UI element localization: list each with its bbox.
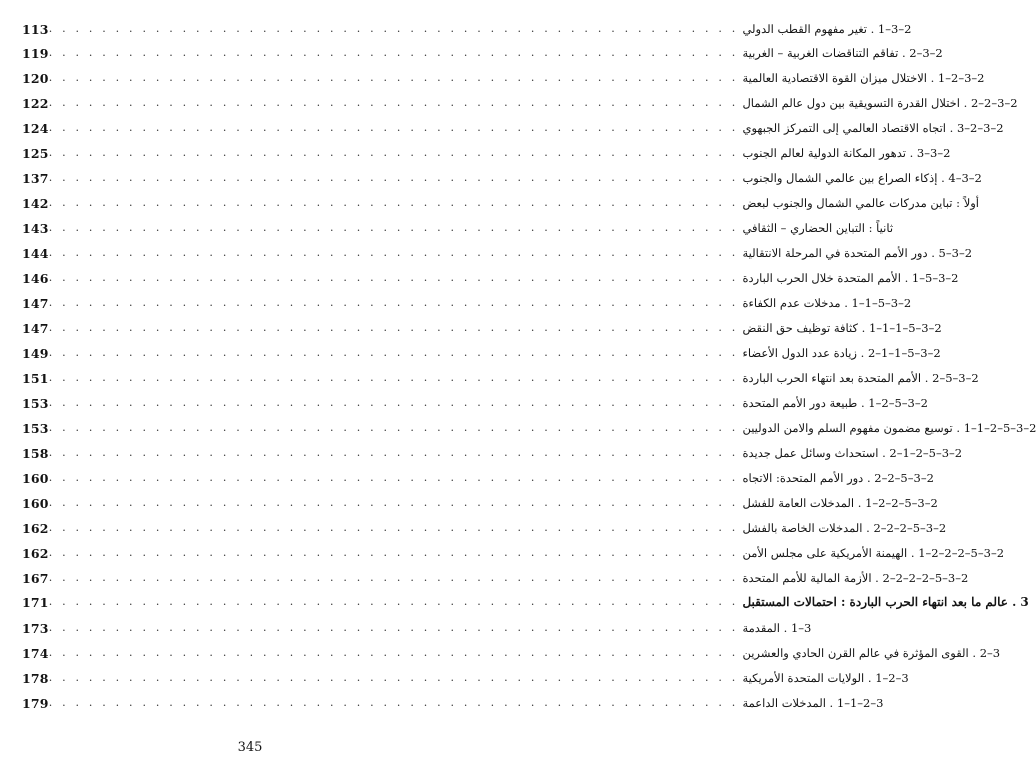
toc-entry[interactable] — [22, 593, 1029, 611]
toc-entry-title: 2–3–1 . تغير مفهوم القطب الدولي — [742, 22, 912, 36]
toc-entry[interactable] — [22, 394, 928, 412]
toc-entry-title: 2–3–5–1–1 . مدخلات عدم الكفاءة — [742, 296, 912, 310]
toc-leader-dots: . . . . . . . . . . . . . . . . . . . . . . . . . . . . . . . . . . . . . . . . . . . . . . . . . . . . — [48, 196, 739, 209]
toc-leader-dots: . . . . . . . . . . . . . . . . . . . . . . . . . . . . . . . . . . . . . . . . . . . . . . . . . . . . — [48, 271, 739, 284]
toc-page-number: 125 — [22, 145, 49, 161]
toc-page-number: 137 — [22, 170, 49, 186]
toc-entry-title: 2–3–4 . إذكاء الصراع بين عالمي الشمال والجنوب — [742, 171, 982, 185]
toc-page-number: 120 — [22, 70, 49, 86]
toc-entry-title: 2–3–5 . دور الأمم المتحدة في المرحلة الانتقالية — [742, 246, 973, 260]
toc-entry[interactable] — [22, 119, 1004, 137]
toc-entry[interactable] — [22, 244, 973, 262]
toc-page-number: 174 — [22, 645, 49, 661]
toc-entry[interactable] — [22, 94, 1018, 112]
toc-entry[interactable] — [22, 169, 982, 187]
toc-leader-dots: . . . . . . . . . . . . . . . . . . . . . . . . . . . . . . . . . . . . . . . . . . . . . . . . . . . . — [48, 346, 739, 359]
toc-page-number: 153 — [22, 420, 49, 436]
toc-entry[interactable] — [22, 44, 943, 62]
toc-leader-dots: . . . . . . . . . . . . . . . . . . . . . . . . . . . . . . . . . . . . . . . . . . . . . . . . . . . . — [48, 321, 739, 334]
toc-entry-title: 2–3–5–1–1–1 . كثافة توظيف حق النقض — [742, 321, 942, 335]
toc-entry-title: 2–3–5–2 . الأمم المتحدة بعد انتهاء الحرب الباردة — [742, 371, 979, 385]
toc-leader-dots: . . . . . . . . . . . . . . . . . . . . . . . . . . . . . . . . . . . . . . . . . . . . . . . . . . . . — [48, 595, 739, 608]
toc-leader-dots: . . . . . . . . . . . . . . . . . . . . . . . . . . . . . . . . . . . . . . . . . . . . . . . . . . . . — [48, 471, 739, 484]
toc-entry-title: 2–3–5–2–1–1 . توسيع مضمون مفهوم السلم والامن الدوليين — [742, 421, 1036, 435]
toc-entry-title: 2–3–2 . تفاقم التناقضات الغربية – الغربية — [742, 46, 943, 60]
toc-entry[interactable] — [22, 344, 941, 362]
toc-page-number: 146 — [22, 270, 49, 286]
toc-entry[interactable] — [22, 494, 938, 512]
toc-entry[interactable] — [22, 669, 909, 687]
toc-entry-title: 3–2 . القوى المؤثرة في عالم القرن الحادي والعشرين — [742, 646, 1001, 660]
toc-leader-dots: . . . . . . . . . . . . . . . . . . . . . . . . . . . . . . . . . . . . . . . . . . . . . . . . . . . . — [48, 396, 739, 409]
toc-page-number: 153 — [22, 395, 49, 411]
toc-entry-title: 3–2–1–1 . المدخلات الداعمة — [742, 696, 884, 710]
toc-leader-dots: . . . . . . . . . . . . . . . . . . . . . . . . . . . . . . . . . . . . . . . . . . . . . . . . . . . . — [48, 121, 739, 134]
toc-leader-dots: . . . . . . . . . . . . . . . . . . . . . . . . . . . . . . . . . . . . . . . . . . . . . . . . . . . . — [48, 621, 739, 634]
toc-entry-title: 2–3–5–2–2 . دور الأمم المتحدة: الاتجاه — [742, 471, 934, 485]
toc-page-number: 160 — [22, 470, 49, 486]
toc-entry[interactable] — [22, 294, 912, 312]
toc-leader-dots: . . . . . . . . . . . . . . . . . . . . . . . . . . . . . . . . . . . . . . . . . . . . . . . . . . . . — [48, 421, 739, 434]
toc-entry[interactable] — [22, 20, 912, 38]
toc-entry[interactable] — [22, 219, 894, 237]
toc-entry[interactable] — [22, 419, 1036, 437]
toc-page-number: 158 — [22, 445, 49, 461]
toc-page-number: 147 — [22, 320, 49, 336]
toc-leader-dots: . . . . . . . . . . . . . . . . . . . . . . . . . . . . . . . . . . . . . . . . . . . . . . . . . . . . — [48, 246, 739, 259]
toc-entry-title: 2–3–2–3 . اتجاه الاقتصاد العالمي إلى التمركز الجبهوي — [742, 121, 1004, 135]
toc-leader-dots: . . . . . . . . . . . . . . . . . . . . . . . . . . . . . . . . . . . . . . . . . . . . . . . . . . . . — [48, 546, 739, 559]
toc-leader-dots: . . . . . . . . . . . . . . . . . . . . . . . . . . . . . . . . . . . . . . . . . . . . . . . . . . . . — [48, 296, 739, 309]
toc-entry[interactable] — [22, 469, 934, 487]
toc-entry[interactable] — [22, 269, 959, 287]
toc-leader-dots: . . . . . . . . . . . . . . . . . . . . . . . . . . . . . . . . . . . . . . . . . . . . . . . . . . . . — [48, 496, 739, 509]
toc-leader-dots: . . . . . . . . . . . . . . . . . . . . . . . . . . . . . . . . . . . . . . . . . . . . . . . . . . . . — [48, 171, 739, 184]
toc-leader-dots: . . . . . . . . . . . . . . . . . . . . . . . . . . . . . . . . . . . . . . . . . . . . . . . . . . . . — [48, 671, 739, 684]
toc-page-number: 151 — [22, 370, 49, 386]
toc-entry-title: 2–3–5–2–1 . طبيعة دور الأمم المتحدة — [742, 396, 928, 410]
toc-entry[interactable] — [22, 644, 1001, 662]
toc-leader-dots: . . . . . . . . . . . . . . . . . . . . . . . . . . . . . . . . . . . . . . . . . . . . . . . . . . . . — [48, 521, 739, 534]
toc-leader-dots: . . . . . . . . . . . . . . . . . . . . . . . . . . . . . . . . . . . . . . . . . . . . . . . . . . . . — [48, 221, 739, 234]
toc-leader-dots: . . . . . . . . . . . . . . . . . . . . . . . . . . . . . . . . . . . . . . . . . . . . . . . . . . . . — [48, 446, 739, 459]
toc-entry[interactable] — [22, 319, 942, 337]
toc-leader-dots: . . . . . . . . . . . . . . . . . . . . . . . . . . . . . . . . . . . . . . . . . . . . . . . . . . . . — [48, 46, 739, 59]
toc-leader-dots: . . . . . . . . . . . . . . . . . . . . . . . . . . . . . . . . . . . . . . . . . . . . . . . . . . . . — [48, 22, 739, 35]
toc-page-number: 162 — [22, 545, 49, 561]
toc-page-number: 142 — [22, 195, 49, 211]
toc-entry[interactable] — [22, 519, 947, 537]
toc-entry-title: 3–1 . المقدمة — [742, 621, 812, 635]
toc-leader-dots: . . . . . . . . . . . . . . . . . . . . . . . . . . . . . . . . . . . . . . . . . . . . . . . . . . . . — [48, 646, 739, 659]
toc-leader-dots: . . . . . . . . . . . . . . . . . . . . . . . . . . . . . . . . . . . . . . . . . . . . . . . . . . . . — [48, 371, 739, 384]
toc-page-number: 179 — [22, 695, 49, 711]
toc-page-number: 113 — [22, 21, 49, 37]
toc-entry[interactable] — [22, 369, 979, 387]
toc-entry-title: 3–2–1 . الولايات المتحدة الأمريكية — [742, 671, 909, 685]
toc-page-number: 122 — [22, 95, 49, 111]
toc-entry-title: 2–3–5–2–2–2–1 . الهيمنة الأمريكية على مجلس الأمن — [742, 546, 1005, 560]
toc-page-number: 149 — [22, 345, 49, 361]
toc-leader-dots: . . . . . . . . . . . . . . . . . . . . . . . . . . . . . . . . . . . . . . . . . . . . . . . . . . . . — [48, 146, 739, 159]
toc-entry-title: 2–3–2–2 . اختلال القدرة التسويقية بين دول عالم الشمال — [742, 96, 1018, 110]
toc-entry[interactable] — [22, 69, 985, 87]
toc-leader-dots: . . . . . . . . . . . . . . . . . . . . . . . . . . . . . . . . . . . . . . . . . . . . . . . . . . . . — [48, 96, 739, 109]
toc-entry[interactable] — [22, 544, 1005, 562]
toc-page-number: 147 — [22, 295, 49, 311]
toc-entry-title: 2–3–3 . تدهور المكانة الدولية لعالم الجنوب — [742, 146, 951, 160]
toc-entry-title: 2–3–5–2–2–1 . المدخلات العامة للفشل — [742, 496, 938, 510]
toc-page-number: 178 — [22, 670, 49, 686]
toc-entry-title: أولاً : تباين مدركات عالمي الشمال والجنوب لبعض — [742, 196, 980, 210]
toc-page-number: 162 — [22, 520, 49, 536]
toc-page-number: 173 — [22, 620, 49, 636]
toc-entry-title: 2–3–5–1 . الأمم المتحدة خلال الحرب الباردة — [742, 271, 959, 285]
toc-entry[interactable] — [22, 144, 951, 162]
toc-page-number: 143 — [22, 220, 49, 236]
toc-page-number: 124 — [22, 120, 49, 136]
toc-entry[interactable] — [22, 619, 812, 637]
toc-leader-dots: . . . . . . . . . . . . . . . . . . . . . . . . . . . . . . . . . . . . . . . . . . . . . . . . . . . . — [48, 696, 739, 709]
toc-entry[interactable] — [22, 444, 963, 462]
toc-page-number: 144 — [22, 245, 49, 261]
toc-page-number: 171 — [22, 594, 49, 610]
toc-leader-dots: . . . . . . . . . . . . . . . . . . . . . . . . . . . . . . . . . . . . . . . . . . . . . . . . . . . . — [48, 571, 739, 584]
page-number: 345 — [237, 740, 263, 755]
toc-entry[interactable] — [22, 194, 980, 212]
toc-leader-dots: . . . . . . . . . . . . . . . . . . . . . . . . . . . . . . . . . . . . . . . . . . . . . . . . . . . . — [48, 71, 739, 84]
toc-entry[interactable] — [22, 569, 969, 587]
toc-entry[interactable] — [22, 694, 884, 712]
toc-entry-title: 2–3–2–1 . الاختلال ميزان القوة الاقتصادية العالمية — [742, 71, 985, 85]
toc-entry-title: 2–3–5–2–2–2 . المدخلات الخاصة بالفشل — [742, 521, 947, 535]
toc-entry-title: 2–3–5–1–1–2 . زيادة عدد الدول الأعضاء — [742, 346, 941, 360]
toc-page-number: 167 — [22, 570, 49, 586]
toc-page-number: 160 — [22, 495, 49, 511]
toc-page-number: 119 — [22, 45, 49, 61]
toc-entry-title: 2–3–5–2–1–2 . استحداث وسائل عمل جديدة — [742, 446, 963, 460]
toc-entry-title: 3 . عالم ما بعد انتهاء الحرب الباردة : احتمالات المستقبل — [742, 595, 1029, 609]
toc-entry-title: ثانياً : التباين الحضاري – الثقافي — [742, 221, 894, 235]
toc-entry-title: 2–3–5–2–2–2–2 . الأزمة المالية للأمم المتحدة — [742, 571, 969, 585]
